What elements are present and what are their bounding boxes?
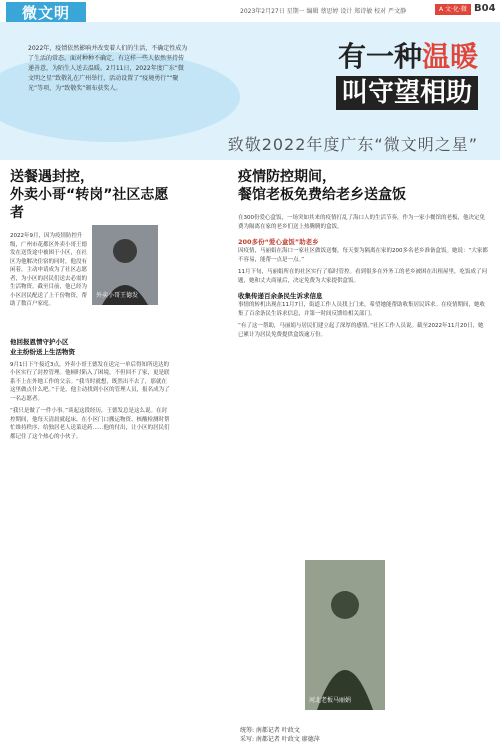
credits [240,726,320,744]
headline-accent: 温暖 [421,40,478,73]
headline-prefix: 有一种 [337,40,422,73]
credits-line-2: 采写: 南都记者 叶政文 廖德萍 [240,736,320,743]
right-story-title-1: 疫情防控期间， [238,169,336,185]
left-story-title-1: 送餐遇封控， [10,169,94,185]
right-story-paragraph-3: 事情的转机出现在11月7日，街道工作人员找上门来，希望她能帮助收集居民诉求。在疫情期间，她收集了百余条民生诉求信息，并第一时间反馈给相关部门。 [238,302,486,317]
right-story-lead: 在300份爱心盒饭，一场突如其来的疫情打乱了海口人的生活节奏，作为一家小餐馆的老板，他决定免费为隔离在家的老乡们送上热腾腾的盒饭。 [238,215,486,230]
right-story-paragraph-2: 11月下旬，马丽娟所在的社区实行了临时管控。看到很多在外务工的老乡被困在出租屋里，吃饭成了问题，她和丈夫商量后，决定免费为大家提供盒饭。 [238,269,488,284]
hero-intro: 2022年，疫情依然影响并改变着人们的生活，不确定性成为了生活的常态。面对种种不确定，有这样一些人依然坚持传递善意，为陌生人送去温暖。2月11日，2022年度广东“微文明之星”致敬礼在广州举行，活动设置了“疫境勇行”“聚光”等项，为“致敬奖”颁布获奖人。 [28,45,188,92]
restaurant-owner-photo [305,560,385,710]
headline-line-1 [336,40,478,74]
courier-photo [92,225,158,305]
right-story-subhead-1: 200多份“爱心盒饭”助老乡 [238,238,319,246]
left-story-body-2: “我只是做了一件小事。”谈起这段经历，王德发总是这么说。在封控期间，他每天清晨就起床，在小区门口搬运物资、核酸检测时帮忙维持秩序、给独居老人送菜送药……他的付出，让小区的居民们都记住了这个热心的小伙子。 [10,408,170,440]
right-story-subhead-2: 收集传递百余条民生诉求信息 [238,292,323,300]
left-story-paragraph: 2022年9月，因为疫情防控升级，广州市花都区外卖小哥王德发在送货途中被困于小区，在社区为他解决住宿的同时，他没有闲着，主动申请成为了社区志愿者，为小区的居民们送去必需的生活物资。截至目前，他已经为小区居民配送了上千份物资，帮助了数百户家庭。 [10,233,88,307]
issue-line: 2023年2月27日 星期一 编辑 蔡思婷 设计 郑诗敏 校对 严文静 [240,8,407,15]
column-name: 微文明 [6,2,86,24]
right-story [238,168,488,339]
page-number: B04 [474,3,496,14]
hero-banner [0,22,500,160]
page-tag: A 文·化·微 [435,4,471,15]
courier-photo-caption: 外卖小哥王德发 [96,292,139,299]
left-story-body-1: 9月1日下午接近3点，外卖小哥王德发在送完一单后得知所送达的小区实行了封控管理。他顿时陷入了困境，不但回不了家，更是联系不上在外地工作的父亲。“我当时就想，既然出不去了，那就在这里做点什么吧。”于是，他主动找到小区的管理人员，报名成为了一名志愿者。 [10,361,170,402]
headline-subtitle: 致敬2022年度广东“微文明之星” [227,135,478,154]
headline-line-2: 叫守望相助 [336,76,478,110]
left-story-title-2: 外卖小哥“转岗”社区志愿者 [10,187,169,221]
right-story-paragraph-1: 因疫情，马丽娟在海口一家社区做饭送餐，每天要为隔离在家的200多名老乡准备盒饭。她说：“大家都不容易，能帮一点是一点。” [238,248,488,263]
left-story-subhead-1: 他回报恩情守护小区 [10,337,69,346]
right-story-paragraph-4: “有了这一帮助，马丽娟与居民们建立起了深厚的感情。”社区工作人员说。截至2022年11月20日，她已累计为居民免费提供盒饭逾万份。 [238,323,484,338]
left-story-subhead-2: 业主纷纷送上生活物资 [10,347,75,356]
headline [336,40,478,110]
credits-line-1: 统筹: 南都记者 叶政文 [240,727,300,734]
person-silhouette-icon [305,560,385,710]
restaurant-owner-photo-caption: 河北老板马丽娟 [309,697,352,704]
masthead [0,0,500,22]
right-story-title-2: 餐馆老板免费给老乡送盒饭 [238,187,406,203]
